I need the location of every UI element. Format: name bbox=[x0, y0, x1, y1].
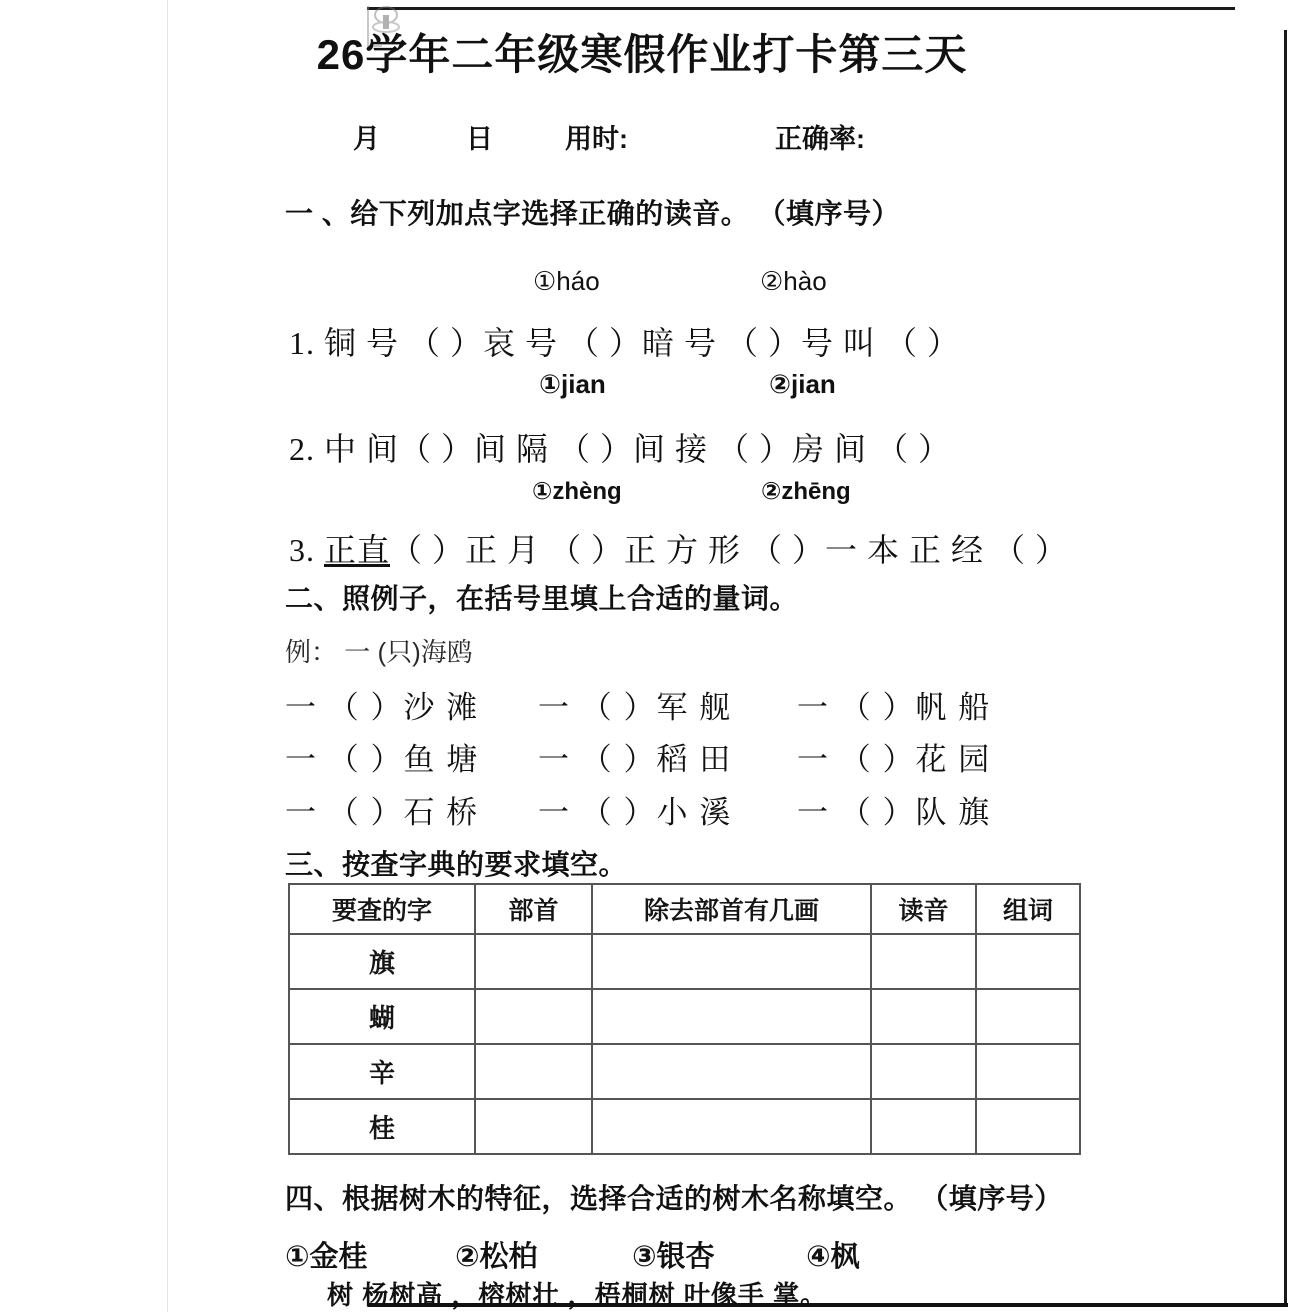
question-2-number: 2. bbox=[289, 431, 315, 467]
cell-radical[interactable] bbox=[475, 1099, 592, 1154]
column-header-radical: 部首 bbox=[475, 884, 592, 934]
table-row bbox=[289, 1099, 1080, 1154]
cell-word[interactable] bbox=[976, 1044, 1080, 1099]
measure-word-item: 一 （ ）花 园 bbox=[797, 742, 992, 777]
pinyin-option-3a: ①zhèng bbox=[532, 478, 622, 505]
cell-strokes[interactable] bbox=[592, 1044, 871, 1099]
cell-character: 辛 bbox=[289, 1044, 475, 1099]
cell-radical[interactable] bbox=[475, 989, 592, 1044]
section-1-heading: 一 、给下列加点字选择正确的读音。 （填序号） bbox=[285, 198, 901, 229]
measure-word-item: 一 （ ）石 桥 bbox=[285, 795, 480, 830]
tree-option-1: ①金桂 bbox=[285, 1241, 368, 1273]
cell-character: 旗 bbox=[289, 934, 475, 989]
cell-pronunciation[interactable] bbox=[871, 989, 976, 1044]
cell-word[interactable] bbox=[976, 1099, 1080, 1154]
month-label: 月 bbox=[353, 124, 380, 154]
pinyin-options-row-2 bbox=[167, 369, 1117, 405]
worksheet-info-row bbox=[167, 117, 1117, 155]
measure-word-row bbox=[285, 787, 1115, 829]
question-1-number: 1. bbox=[289, 325, 315, 361]
section-4-sentence: 树 杨树高 ，榕树壮 ，梧桐树 叶像手 掌。 bbox=[327, 1280, 828, 1310]
column-header-word: 组词 bbox=[976, 884, 1080, 934]
cell-pronunciation[interactable] bbox=[871, 934, 976, 989]
question-3-text: （ ）正 月 （ ）正 方 形 （ ）一 本 正 经 （ ） bbox=[390, 532, 1069, 568]
day-label: 日 bbox=[466, 124, 493, 154]
pinyin-option-1b: ②hào bbox=[760, 266, 827, 296]
measure-word-item: 一 （ ）军 舰 bbox=[538, 690, 733, 725]
table-row bbox=[289, 1044, 1080, 1099]
question-2 bbox=[289, 424, 1119, 470]
cell-word[interactable] bbox=[976, 989, 1080, 1044]
question-1 bbox=[289, 318, 1119, 364]
pinyin-options-row-1 bbox=[167, 266, 1117, 302]
section-2-example: 例： 一 (只)海鸥 bbox=[285, 637, 473, 667]
measure-word-item: 一 （ ）鱼 塘 bbox=[285, 742, 480, 777]
accuracy-label: 正确率: bbox=[775, 124, 865, 154]
measure-word-item: 一 （ ）沙 滩 bbox=[285, 690, 480, 725]
cell-pronunciation[interactable] bbox=[871, 1044, 976, 1099]
time-used-label: 用时: bbox=[565, 124, 628, 154]
section-3-heading: 三、按查字典的要求填空。 bbox=[285, 849, 628, 880]
question-3-number: 3. bbox=[289, 532, 315, 568]
tree-options-row bbox=[285, 1234, 1115, 1276]
tree-option-3: ③银杏 bbox=[632, 1241, 715, 1273]
dictionary-lookup-table bbox=[288, 883, 1081, 1155]
column-header-character: 要查的字 bbox=[289, 884, 475, 934]
column-header-strokes: 除去部首有几画 bbox=[592, 884, 871, 934]
cell-word[interactable] bbox=[976, 934, 1080, 989]
measure-word-row bbox=[285, 734, 1115, 776]
measure-word-item: 一 （ ）小 溪 bbox=[538, 795, 733, 830]
pinyin-options-row-3 bbox=[167, 477, 1117, 513]
measure-word-item: 一 （ ）稻 田 bbox=[538, 742, 733, 777]
pinyin-option-2a: ①jian bbox=[539, 369, 606, 399]
section-2-heading: 二、照例子，在括号里填上合适的量词。 bbox=[285, 583, 799, 614]
cell-strokes[interactable] bbox=[592, 1099, 871, 1154]
cell-pronunciation[interactable] bbox=[871, 1099, 976, 1154]
cell-strokes[interactable] bbox=[592, 989, 871, 1044]
pinyin-option-3b: ②zhēng bbox=[761, 478, 851, 505]
column-header-pronunciation: 读音 bbox=[871, 884, 976, 934]
pinyin-option-2b: ②jian bbox=[769, 369, 836, 399]
cell-radical[interactable] bbox=[475, 934, 592, 989]
measure-word-row bbox=[285, 682, 1115, 724]
section-4-heading: 四、根据树木的特征，选择合适的树木名称填空。 （填序号） bbox=[285, 1183, 1063, 1214]
page-title: 26学年二年级寒假作业打卡第三天 bbox=[316, 31, 968, 78]
table-header-row bbox=[289, 884, 1080, 934]
cell-radical[interactable] bbox=[475, 1044, 592, 1099]
question-3 bbox=[289, 525, 1119, 571]
cell-character: 桂 bbox=[289, 1099, 475, 1154]
right-border-line bbox=[1284, 30, 1287, 1307]
tree-option-4: ④枫 bbox=[806, 1241, 860, 1273]
tree-option-2: ②松柏 bbox=[455, 1241, 538, 1273]
cell-strokes[interactable] bbox=[592, 934, 871, 989]
question-3-underlined-word: 正直 bbox=[324, 532, 391, 568]
table-row bbox=[289, 934, 1080, 989]
question-1-text: 铜 号 （ ）哀 号 （ ）暗 号 （ ）号 叫 （ ） bbox=[324, 325, 961, 361]
measure-word-item: 一 （ ）队 旗 bbox=[797, 795, 992, 830]
table-row bbox=[289, 989, 1080, 1044]
cell-character: 蝴 bbox=[289, 989, 475, 1044]
pinyin-option-1a: ①háo bbox=[533, 266, 600, 296]
question-2-text: 中 间（ ）间 隔 （ ）间 接 （ ）房 间 （ ） bbox=[324, 431, 952, 467]
measure-word-item: 一 （ ）帆 船 bbox=[797, 690, 992, 725]
